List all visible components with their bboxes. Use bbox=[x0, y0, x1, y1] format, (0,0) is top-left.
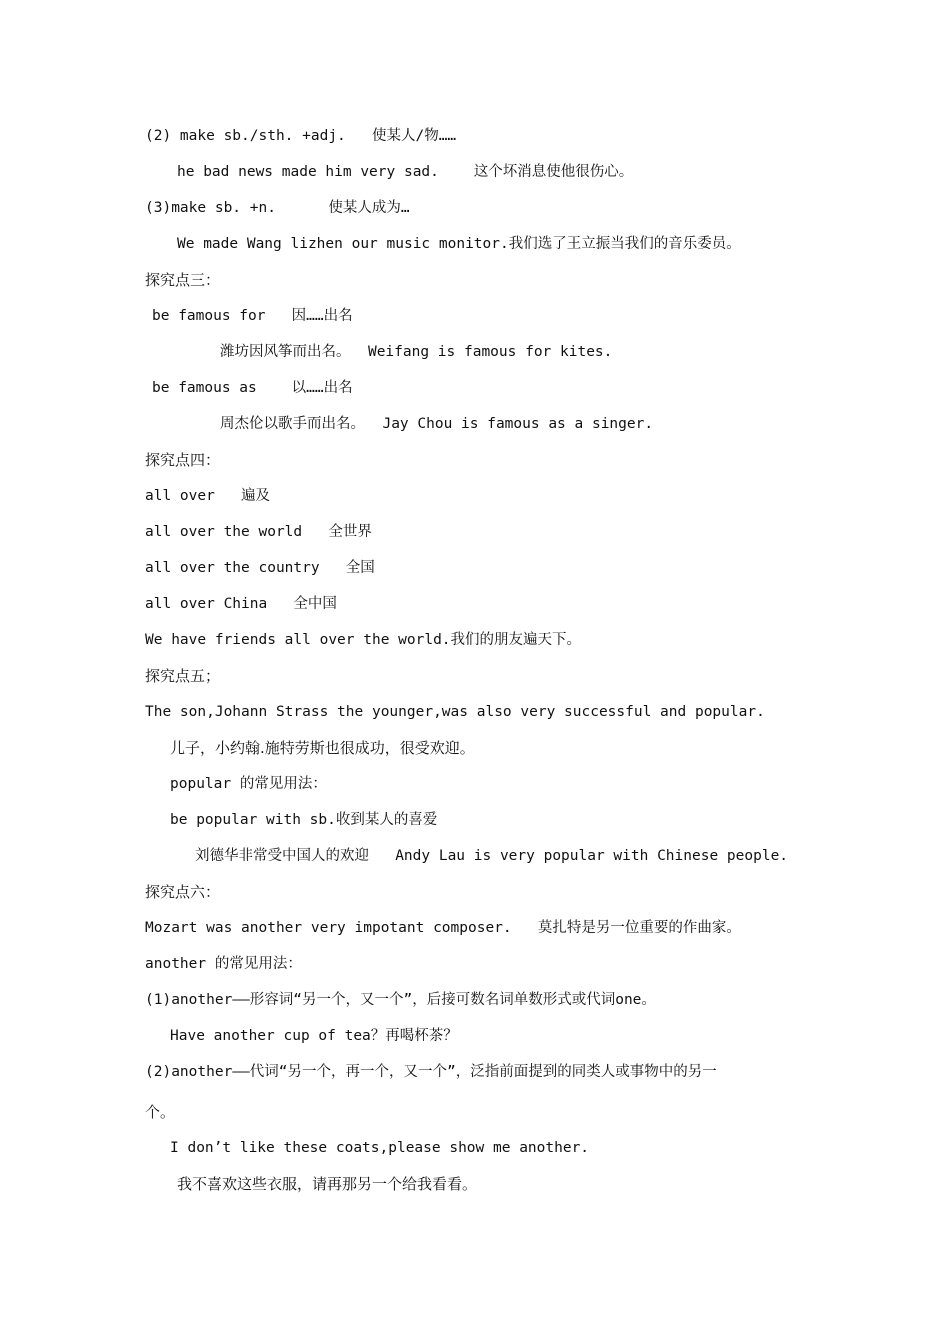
popular-with-phrase: be popular with sb.收到某人的喜爱 bbox=[170, 812, 438, 828]
make-noun-heading: (3)make sb. +n. 使某人成为… bbox=[145, 200, 410, 216]
all-over-example: We have friends all over the world.我们的朋友遍天下。 bbox=[145, 632, 582, 648]
famous-as-example: 周杰伦以歌手而出名。 Jay Chou is famous as a singer. bbox=[220, 416, 654, 432]
make-adj-heading: (2) make sb./sth. +adj. 使某人/物…… bbox=[145, 128, 457, 144]
mozart-sentence: Mozart was another very impotant composer. 莫扎特是另一位重要的作曲家。 bbox=[145, 920, 741, 936]
famous-for-phrase: be famous for 因……出名 bbox=[152, 308, 353, 324]
popular-with-example: 刘德华非常受中国人的欢迎 Andy Lau is very popular with Chinese people. bbox=[195, 848, 789, 864]
another-adjective-rule: (1)another——形容词“另一个，又一个”，后接可数名词单数形式或代词one。 bbox=[145, 992, 656, 1008]
all-over-world: all over the world 全世界 bbox=[145, 524, 372, 540]
another-usage-heading: another 的常见用法： bbox=[145, 956, 302, 972]
all-over-phrase: all over 遍及 bbox=[145, 488, 271, 504]
section-four-heading: 探究点四： bbox=[145, 451, 221, 469]
section-three-heading: 探究点三： bbox=[145, 271, 221, 289]
section-five-heading: 探究点五； bbox=[145, 667, 221, 685]
famous-for-example: 潍坊因风筝而出名。 Weifang is famous for kites. bbox=[220, 344, 613, 360]
make-adj-example: he bad news made him very sad. 这个坏消息使他很伤心。 bbox=[177, 164, 634, 180]
section-six-heading: 探究点六： bbox=[145, 883, 221, 901]
popular-usage-heading: popular 的常见用法： bbox=[170, 776, 327, 792]
another-pronoun-rule: (2)another——代词“另一个，再一个，又一个”，泛指前面提到的同类人或事物中的另一 bbox=[145, 1064, 717, 1080]
all-over-country: all over the country 全国 bbox=[145, 560, 375, 576]
another-pronoun-translation: 我不喜欢这些衣服，请再那另一个给我看看。 bbox=[177, 1175, 478, 1193]
make-noun-example: We made Wang lizhen our music monitor.我们选了王立振当我们的音乐委员。 bbox=[177, 236, 741, 252]
famous-as-phrase: be famous as 以……出名 bbox=[152, 380, 353, 396]
all-over-china: all over China 全中国 bbox=[145, 596, 337, 612]
another-pronoun-rule-continued: 个。 bbox=[145, 1103, 176, 1121]
strauss-sentence: The son,Johann Strass the younger,was also very successful and popular. bbox=[145, 704, 765, 720]
another-pronoun-example: I don’t like these coats,please show me another. bbox=[170, 1140, 590, 1156]
another-adjective-example: Have another cup of tea？再喝杯茶？ bbox=[170, 1028, 458, 1044]
strauss-translation: 儿子，小约翰.施特劳斯也很成功，很受欢迎。 bbox=[170, 739, 475, 757]
